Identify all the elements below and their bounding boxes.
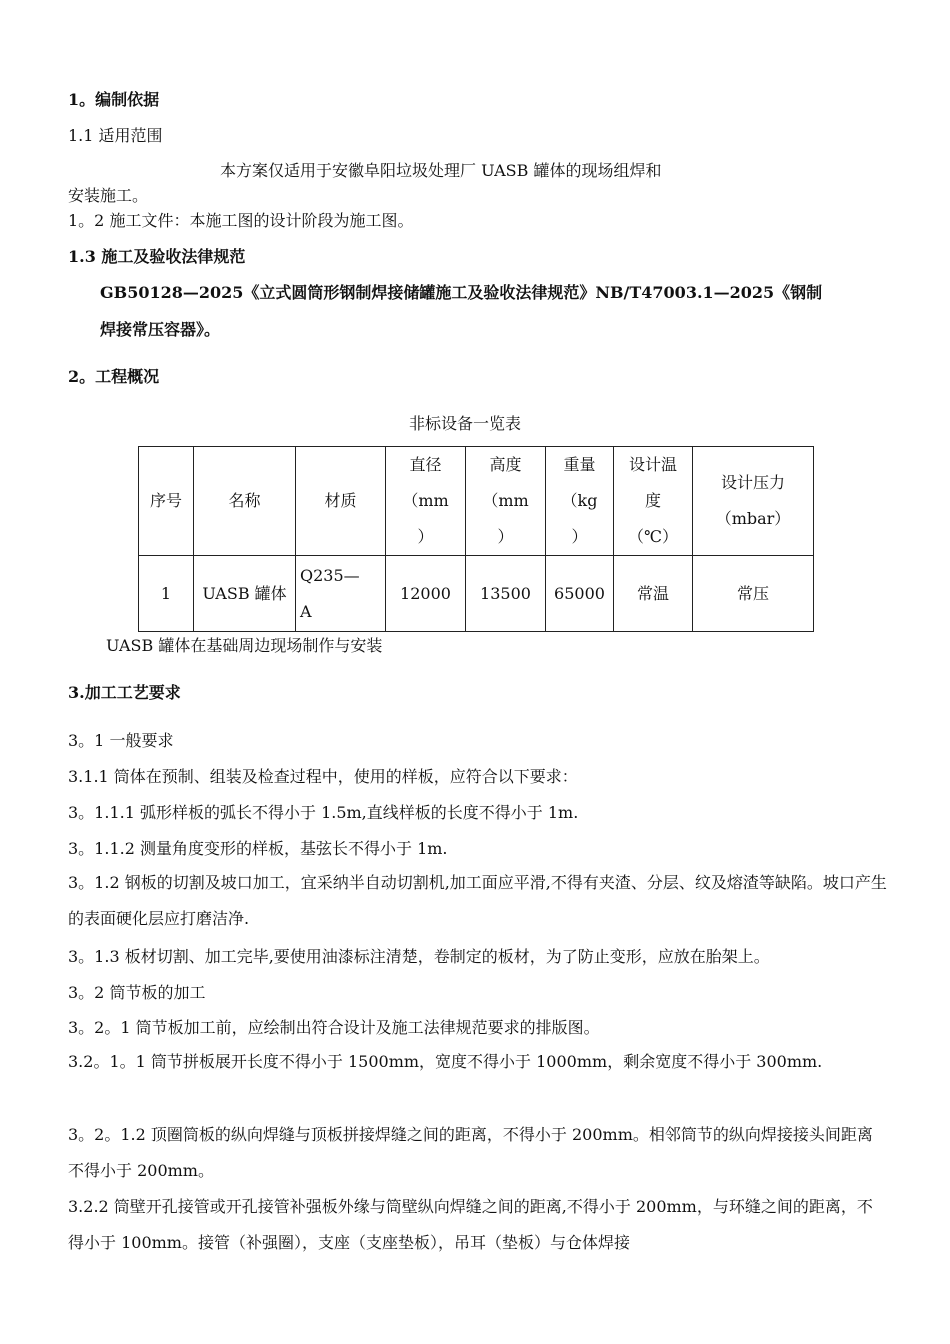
header-temperature-line3: （℃） xyxy=(628,527,678,546)
header-name: 名称 xyxy=(194,447,296,556)
paragraph: 3。2 筒节板的加工 xyxy=(68,983,206,1002)
table-header-row xyxy=(139,447,814,556)
standards-line2: 焊接常压容器》。 xyxy=(100,320,221,339)
cell-pressure: 常压 xyxy=(693,556,814,632)
equipment-table xyxy=(138,446,814,632)
cell-material-line2: A xyxy=(300,601,312,621)
cell-height: 13500 xyxy=(466,556,546,632)
header-pressure-line1: 设计压力 xyxy=(720,473,785,492)
section-1-heading: 1。编制依据 xyxy=(68,90,160,109)
cell-no: 1 xyxy=(139,556,194,632)
header-no: 序号 xyxy=(139,447,194,556)
header-weight xyxy=(546,447,614,556)
header-height-line2: （mm xyxy=(482,491,529,510)
table-note: UASB 罐体在基础周边现场制作与安装 xyxy=(106,636,383,655)
section-3-heading: 3.加工工艺要求 xyxy=(68,683,181,702)
header-weight-line3: ） xyxy=(571,527,588,546)
header-weight-line2: （kg xyxy=(561,491,598,510)
standards-line1: GB50128—2025《立式圆筒形钢制焊接储罐施工及验收法律规范》NB/T47003.1—2025《钢制 xyxy=(100,283,823,302)
paragraph: 3。1.2 钢板的切割及坡口加工，宜采纳半自动切割机,加工面应平滑,不得有夹渣、分层、纹及熔渣等缺陷。坡口产生的表面硬化层应打磨洁净. xyxy=(68,873,887,928)
header-diameter-line2: （mm xyxy=(402,491,449,510)
cell-name: UASB 罐体 xyxy=(194,556,296,632)
section-1-2-text: 1。2 施工文件：本施工图的设计阶段为施工图。 xyxy=(68,211,414,230)
paragraph: 3。1.1.1 弧形样板的弧长不得小于 1.5m,直线样板的长度不得小于 1m. xyxy=(68,803,579,822)
header-temperature xyxy=(614,447,693,556)
header-weight-line1: 重量 xyxy=(563,455,596,474)
paragraph: 3.2。1。1 筒节拼板展开长度不得小于 1500mm，宽度不得小于 1000mm，剩余宽度不得小于 300mm. xyxy=(68,1052,823,1071)
header-temperature-line2: 度 xyxy=(644,491,661,510)
paragraph: 3。2。1.2 顶圈筒板的纵向焊缝与顶板拼接焊缝之间的距离，不得小于 200mm。相邻筒节的纵向焊接接头间距离不得小于 200mm。 xyxy=(68,1125,873,1180)
section-1-1-heading: 1.1 适用范围 xyxy=(68,126,163,145)
header-diameter-line3: ） xyxy=(417,527,434,546)
header-material: 材质 xyxy=(296,447,386,556)
header-height-line3: ） xyxy=(497,527,514,546)
section-1-1-text-line1: 本方案仅适用于安徽阜阳垃圾处理厂 UASB 罐体的现场组焊和 xyxy=(220,161,662,180)
section-1-1-text-line2: 安装施工。 xyxy=(68,186,149,205)
cell-temperature: 常温 xyxy=(614,556,693,632)
paragraph: 3。2。1 筒节板加工前，应绘制出符合设计及施工法律规范要求的排版图。 xyxy=(68,1018,600,1037)
table-caption: 非标设备一览表 xyxy=(409,414,522,433)
cell-material xyxy=(296,556,386,632)
header-pressure-line2: （mbar） xyxy=(715,509,791,528)
header-pressure xyxy=(693,447,814,556)
header-temperature-line1: 设计温 xyxy=(628,455,677,474)
cell-material-line1: Q235— xyxy=(300,565,360,585)
section-2-heading: 2。工程概况 xyxy=(68,367,160,386)
paragraph: 3。1 一般要求 xyxy=(68,731,174,750)
cell-weight: 65000 xyxy=(546,556,614,632)
header-diameter xyxy=(386,447,466,556)
paragraph: 3.1.1 筒体在预制、组装及检查过程中，使用的样板，应符合以下要求： xyxy=(68,767,578,786)
header-diameter-line1: 直径 xyxy=(409,455,442,474)
paragraph: 3.2.2 筒壁开孔接管或开孔接管补强板外缘与筒壁纵向焊缝之间的距离,不得小于 200mm，与环缝之间的距离，不得小于 100mm。接管（补强圈），支座（支座垫板），吊耳（垫板）与仓体焊接 xyxy=(68,1197,873,1252)
header-height xyxy=(466,447,546,556)
header-height-line1: 高度 xyxy=(489,455,522,474)
table-row xyxy=(139,556,814,632)
paragraph: 3。1.3 板材切割、加工完毕,要使用油漆标注清楚，卷制定的板材，为了防止变形，应放在胎架上。 xyxy=(68,947,770,966)
paragraph: 3。1.1.2 测量角度变形的样板，基弦长不得小于 1m. xyxy=(68,839,448,858)
section-1-3-heading: 1.3 施工及验收法律规范 xyxy=(68,247,246,266)
cell-diameter: 12000 xyxy=(386,556,466,632)
